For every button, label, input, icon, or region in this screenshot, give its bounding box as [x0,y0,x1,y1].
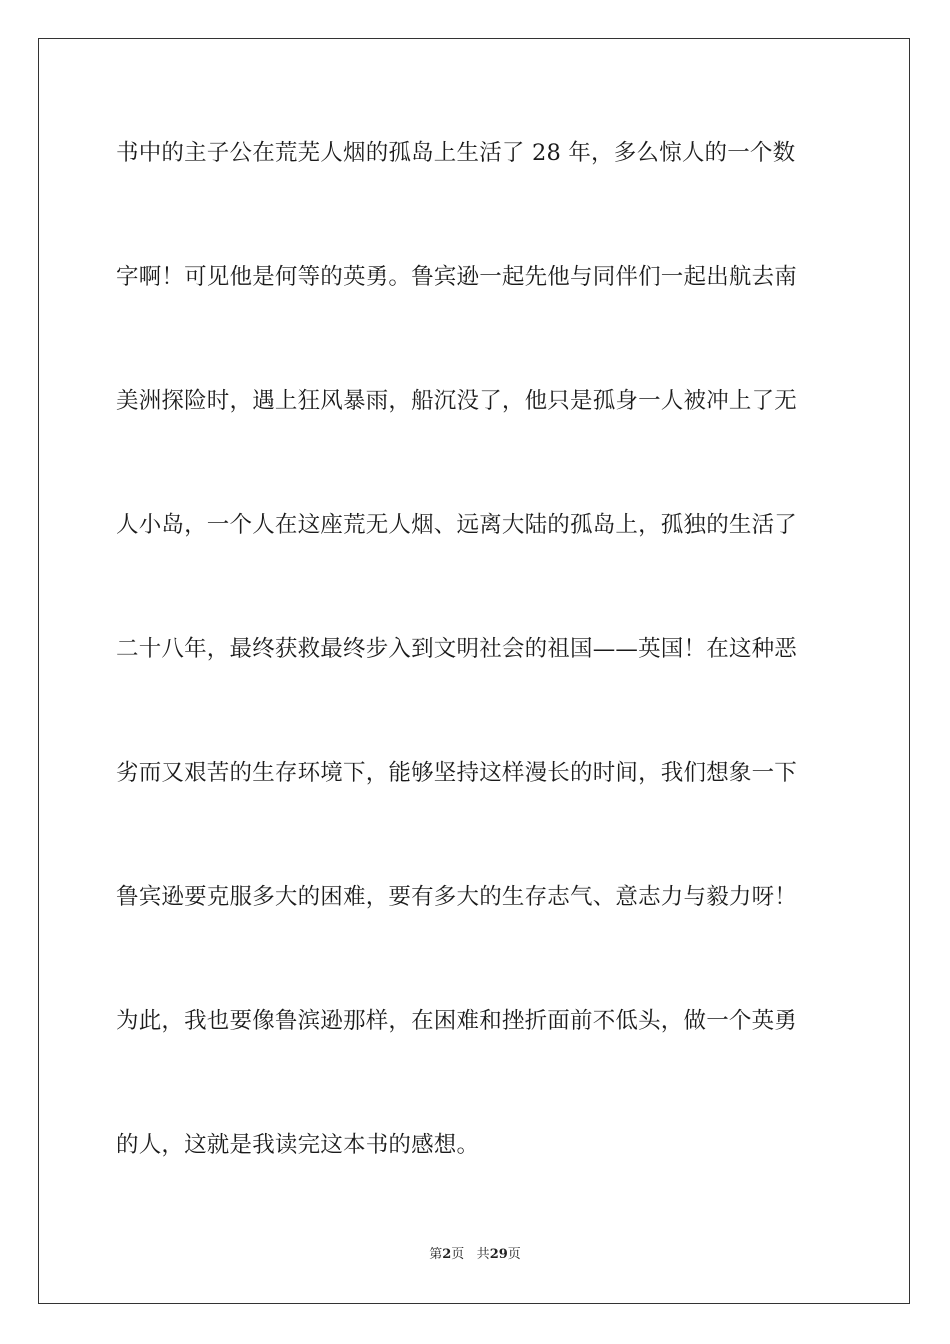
page-footer [0,1246,950,1264]
text-line-7: 鲁宾逊要克服多大的困难，要有多大的生存志气、意志力与毅力呀！ [116,884,798,910]
total-suffix: 页 [507,1247,521,1262]
text-line-3: 美洲探险时，遇上狂风暴雨，船沉没了，他只是孤身一人被冲上了无 [116,388,798,414]
page-number: 2 [442,1247,452,1262]
page-border [38,38,910,1304]
text-line-4: 人小岛，一个人在这座荒无人烟、远离大陆的孤岛上，孤独的生活了 [116,512,798,538]
text-line-5: 二十八年，最终获救最终步入到文明社会的祖国——英国！在这种恶 [116,636,798,662]
text-line-9: 的人，这就是我读完这本书的感想。 [116,1132,480,1158]
total-pages: 29 [489,1247,508,1262]
text-line-6: 劣而又艰苦的生存环境下，能够坚持这样漫长的时间，我们想象一下 [116,760,798,786]
total-prefix: 共 [476,1247,490,1262]
text-line-1: 书中的主子公在荒芜人烟的孤岛上生活了 28 年，多么惊人的一个数 [116,140,796,166]
text-line-2: 字啊！可见他是何等的英勇。鲁宾逊一起先他与同伴们一起出航去南 [116,264,798,290]
text-line-8: 为此，我也要像鲁滨逊那样，在困难和挫折面前不低头，做一个英勇 [116,1008,798,1034]
page-suffix: 页 [451,1247,465,1262]
page-prefix: 第 [429,1247,443,1262]
